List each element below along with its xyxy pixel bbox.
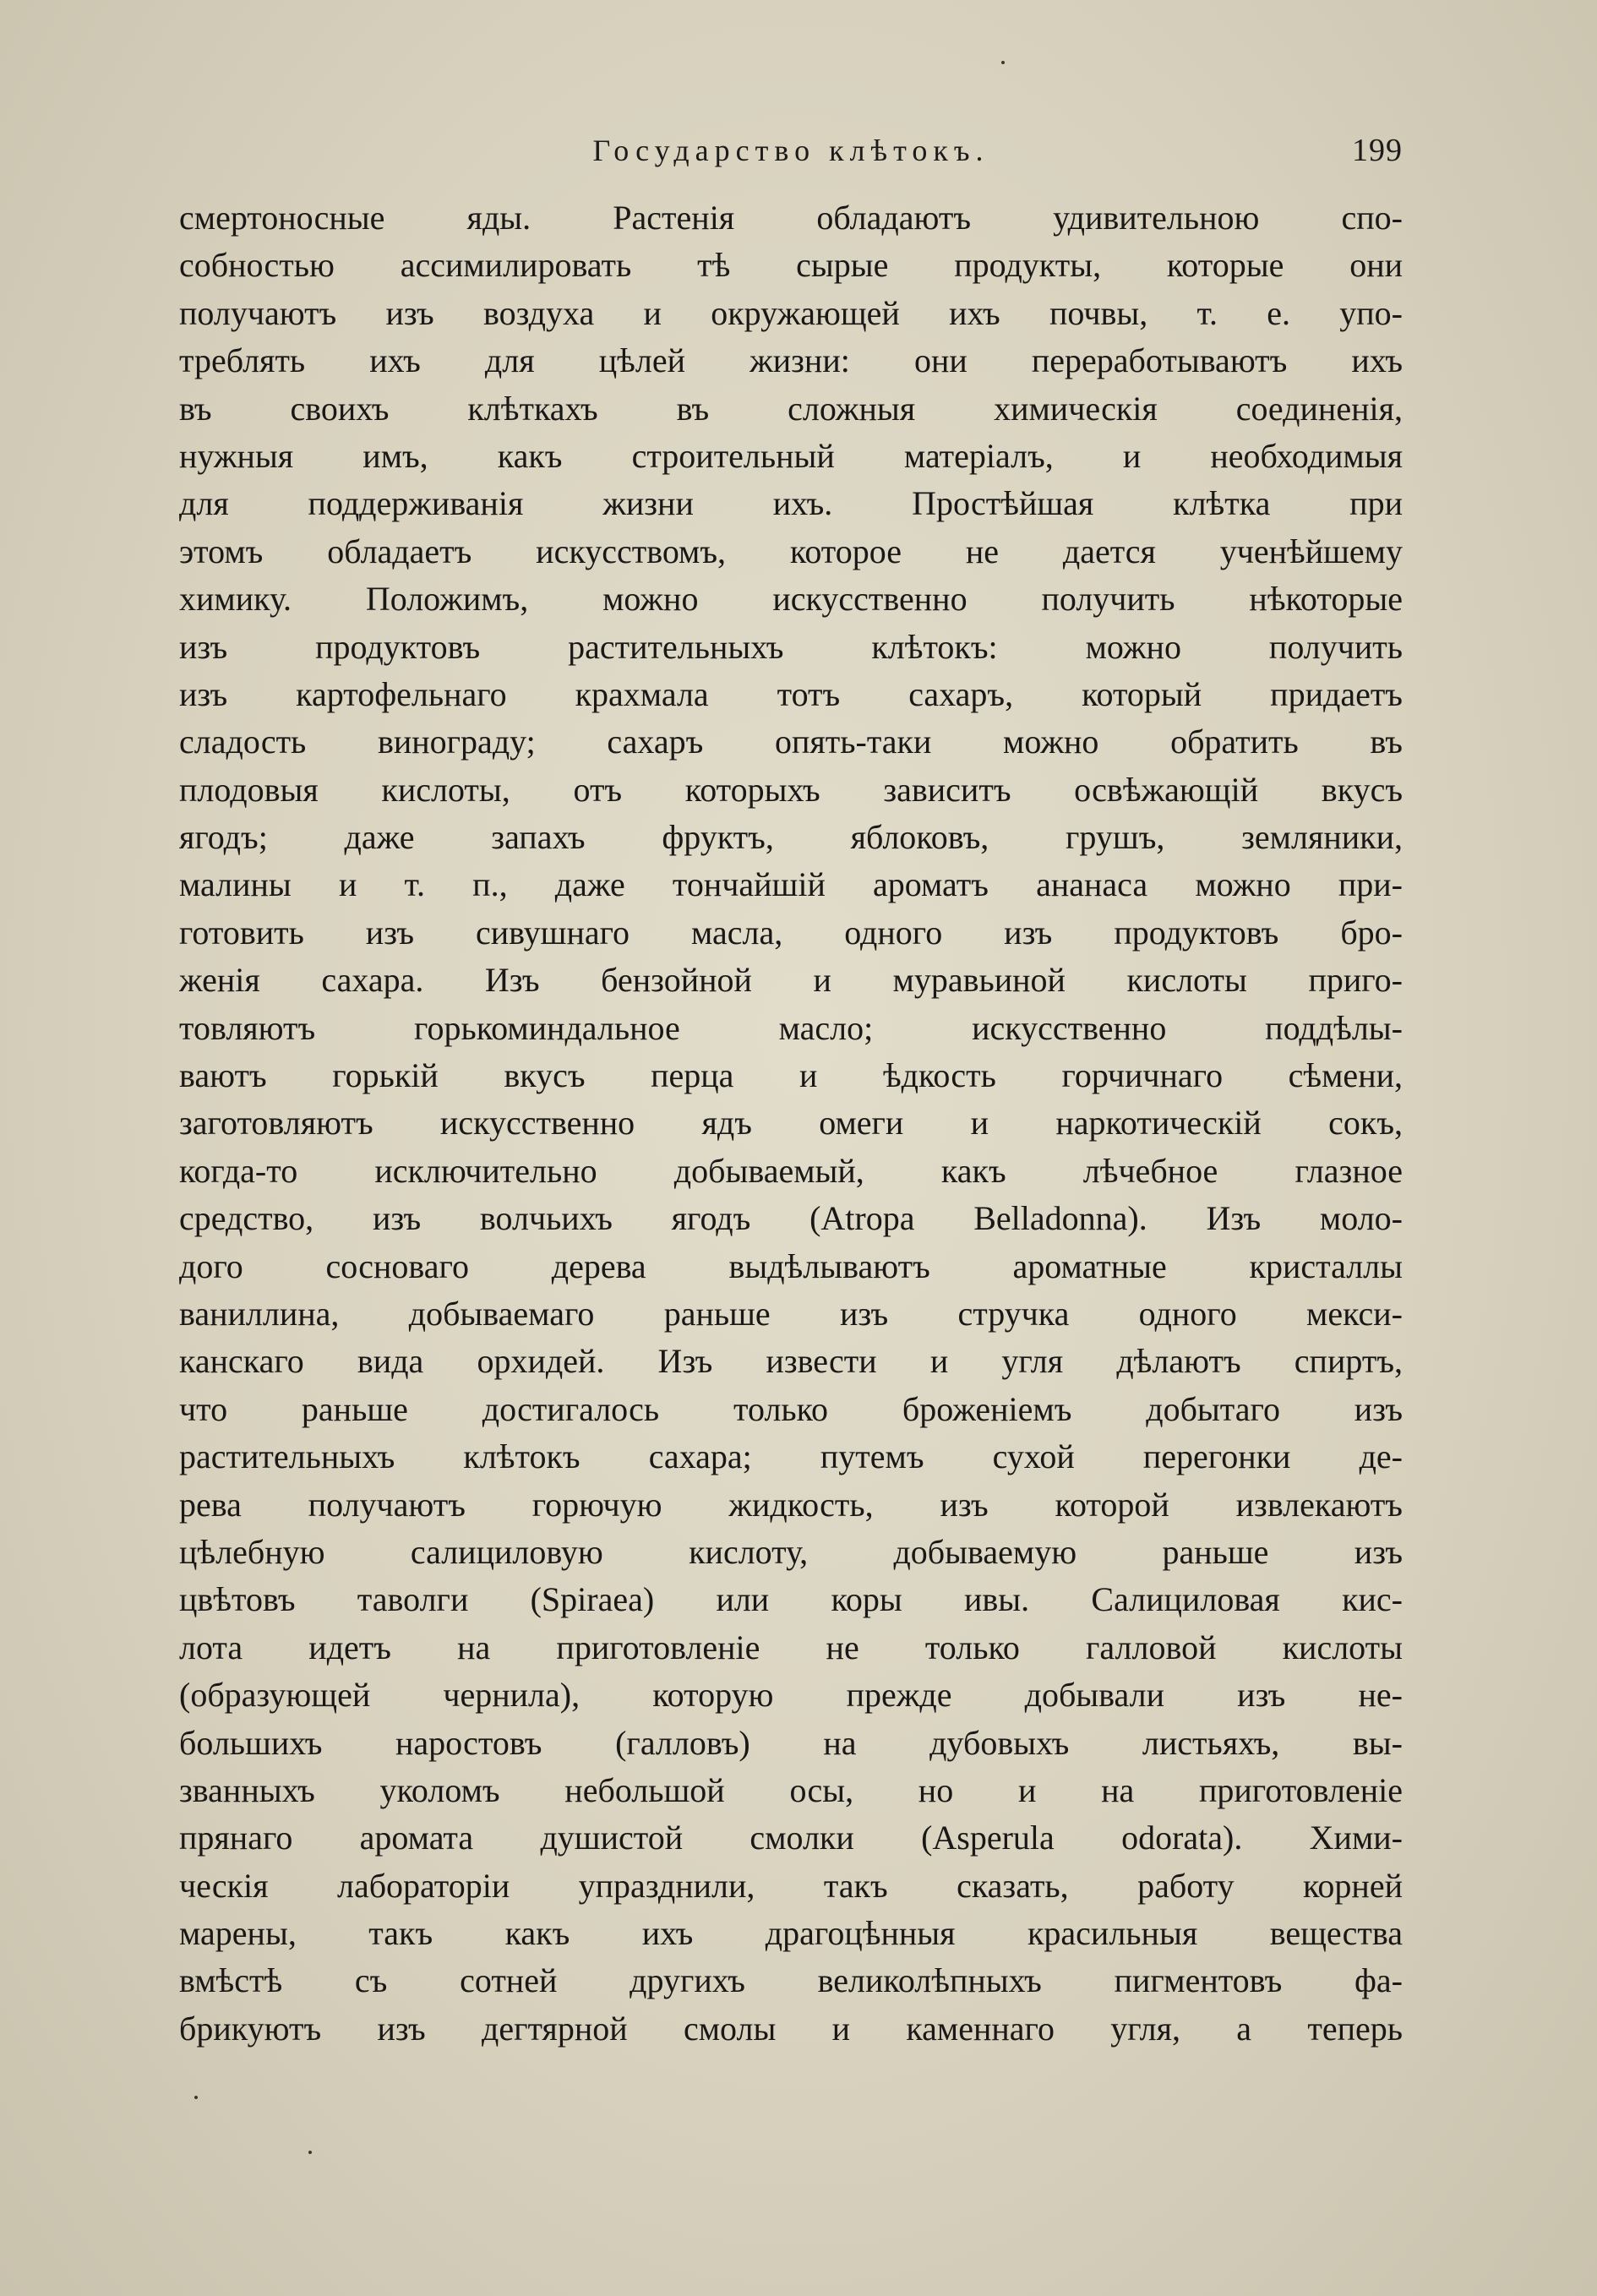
text-line: растительныхъ клѣтокъ сахара; путемъ сухой перегонки де- bbox=[179, 1437, 1403, 1476]
page-number: 199 bbox=[1352, 133, 1403, 168]
text-line: получаютъ изъ воздуха и окружающей ихъ почвы, т. е. упо- bbox=[179, 293, 1403, 332]
text-line: женія сахара. Изъ бензойной и муравьиной кислоты приго- bbox=[179, 961, 1403, 1000]
text-line: химику. Положимъ, можно искусственно получить нѣкоторые bbox=[179, 580, 1403, 619]
body-text bbox=[179, 194, 1403, 2053]
text-line: заготовляютъ искусственно ядъ омеги и наркотическій сокъ, bbox=[179, 1104, 1403, 1143]
text-line: рева получаютъ горючую жидкость, изъ которой извлекаютъ bbox=[179, 1485, 1403, 1524]
paper-speck bbox=[1001, 61, 1005, 64]
text-line: готовить изъ сивушнаго масла, одного изъ продуктовъ бро- bbox=[179, 913, 1403, 952]
text-line: цѣлебную салициловую кислоту, добываемую раньше изъ bbox=[179, 1532, 1403, 1571]
text-line: цвѣтовъ таволги (Spiraea) или коры ивы. Салициловая кис- bbox=[179, 1580, 1403, 1619]
text-line: (образующей чернила), которую прежде добывали изъ не- bbox=[179, 1676, 1403, 1715]
text-line: треблять ихъ для цѣлей жизни: они переработываютъ ихъ bbox=[179, 341, 1403, 380]
text-line: товляютъ горькоминдальное масло; искусственно поддѣлы- bbox=[179, 1008, 1403, 1047]
text-line: изъ картофельнаго крахмала тотъ сахаръ, который придаетъ bbox=[179, 674, 1403, 713]
text-line: когда-то исключительно добываемый, какъ лѣчебное глазное bbox=[179, 1151, 1403, 1190]
text-line: дого сосноваго дерева выдѣлываютъ ароматные кристаллы bbox=[179, 1246, 1403, 1285]
text-line: въ своихъ клѣткахъ въ сложныя химическія соединенія, bbox=[179, 389, 1403, 428]
text-line: малины и т. п., даже тончайшій ароматъ ананаса можно при- bbox=[179, 865, 1403, 904]
text-line: что раньше достигалось только броженіемъ добытаго изъ bbox=[179, 1389, 1403, 1428]
text-line: ваютъ горькій вкусъ перца и ѣдкость горчичнаго сѣмени, bbox=[179, 1056, 1403, 1095]
text-line: вмѣстѣ съ сотней другихъ великолѣпныхъ пигментовъ фа- bbox=[179, 1961, 1403, 2000]
text-line: ваниллина, добываемаго раньше изъ стручка одного мекси- bbox=[179, 1294, 1403, 1333]
page-header bbox=[179, 127, 1403, 174]
text-line: званныхъ уколомъ небольшой осы, но и на приготовленіе bbox=[179, 1770, 1403, 1809]
text-line: нужныя имъ, какъ строительный матеріалъ, и необходимыя bbox=[179, 436, 1403, 475]
text-line: для поддерживанія жизни ихъ. Простѣйшая клѣтка при bbox=[179, 484, 1403, 523]
text-line: изъ продуктовъ растительныхъ клѣтокъ: можно получить bbox=[179, 627, 1403, 666]
paper-speck bbox=[194, 2096, 198, 2099]
text-line: смертоносные яды. Растенія обладаютъ удивительною спо- bbox=[179, 199, 1403, 237]
text-line: сладость винограду; сахаръ опять-таки можно обратить въ bbox=[179, 723, 1403, 761]
text-line: прянаго аромата душистой смолки (Asperula odorata). Хими- bbox=[179, 1819, 1403, 1857]
text-line: лота идетъ на приготовленіе не только галловой кислоты bbox=[179, 1628, 1403, 1666]
text-line: ягодъ; даже запахъ фруктъ, яблоковъ, грушъ, земляники, bbox=[179, 818, 1403, 857]
running-title: Государство клѣтокъ. bbox=[592, 134, 989, 167]
text-line: средство, изъ волчьихъ ягодъ (Atropa Belladonna). Изъ моло- bbox=[179, 1199, 1403, 1238]
text-line: ческія лабораторіи упразднили, такъ сказать, работу корней bbox=[179, 1866, 1403, 1905]
text-line: канскаго вида орхидей. Изъ извести и угля дѣлаютъ спиртъ, bbox=[179, 1342, 1403, 1381]
text-line: собностью ассимилировать тѣ сырые продукты, которые они bbox=[179, 246, 1403, 285]
text-line: брикуютъ изъ дегтярной смолы и каменнаго угля, а теперь bbox=[179, 2009, 1403, 2048]
text-line: большихъ наростовъ (галловъ) на дубовыхъ листьяхъ, вы- bbox=[179, 1723, 1403, 1762]
text-line: марены, такъ какъ ихъ драгоцѣнныя красильныя вещества bbox=[179, 1914, 1403, 1953]
text-line: плодовыя кислоты, отъ которыхъ зависитъ освѣжающій вкусъ bbox=[179, 770, 1403, 809]
text-line: этомъ обладаетъ искусствомъ, которое не дается ученѣйшему bbox=[179, 532, 1403, 570]
paper-speck bbox=[308, 2151, 312, 2154]
